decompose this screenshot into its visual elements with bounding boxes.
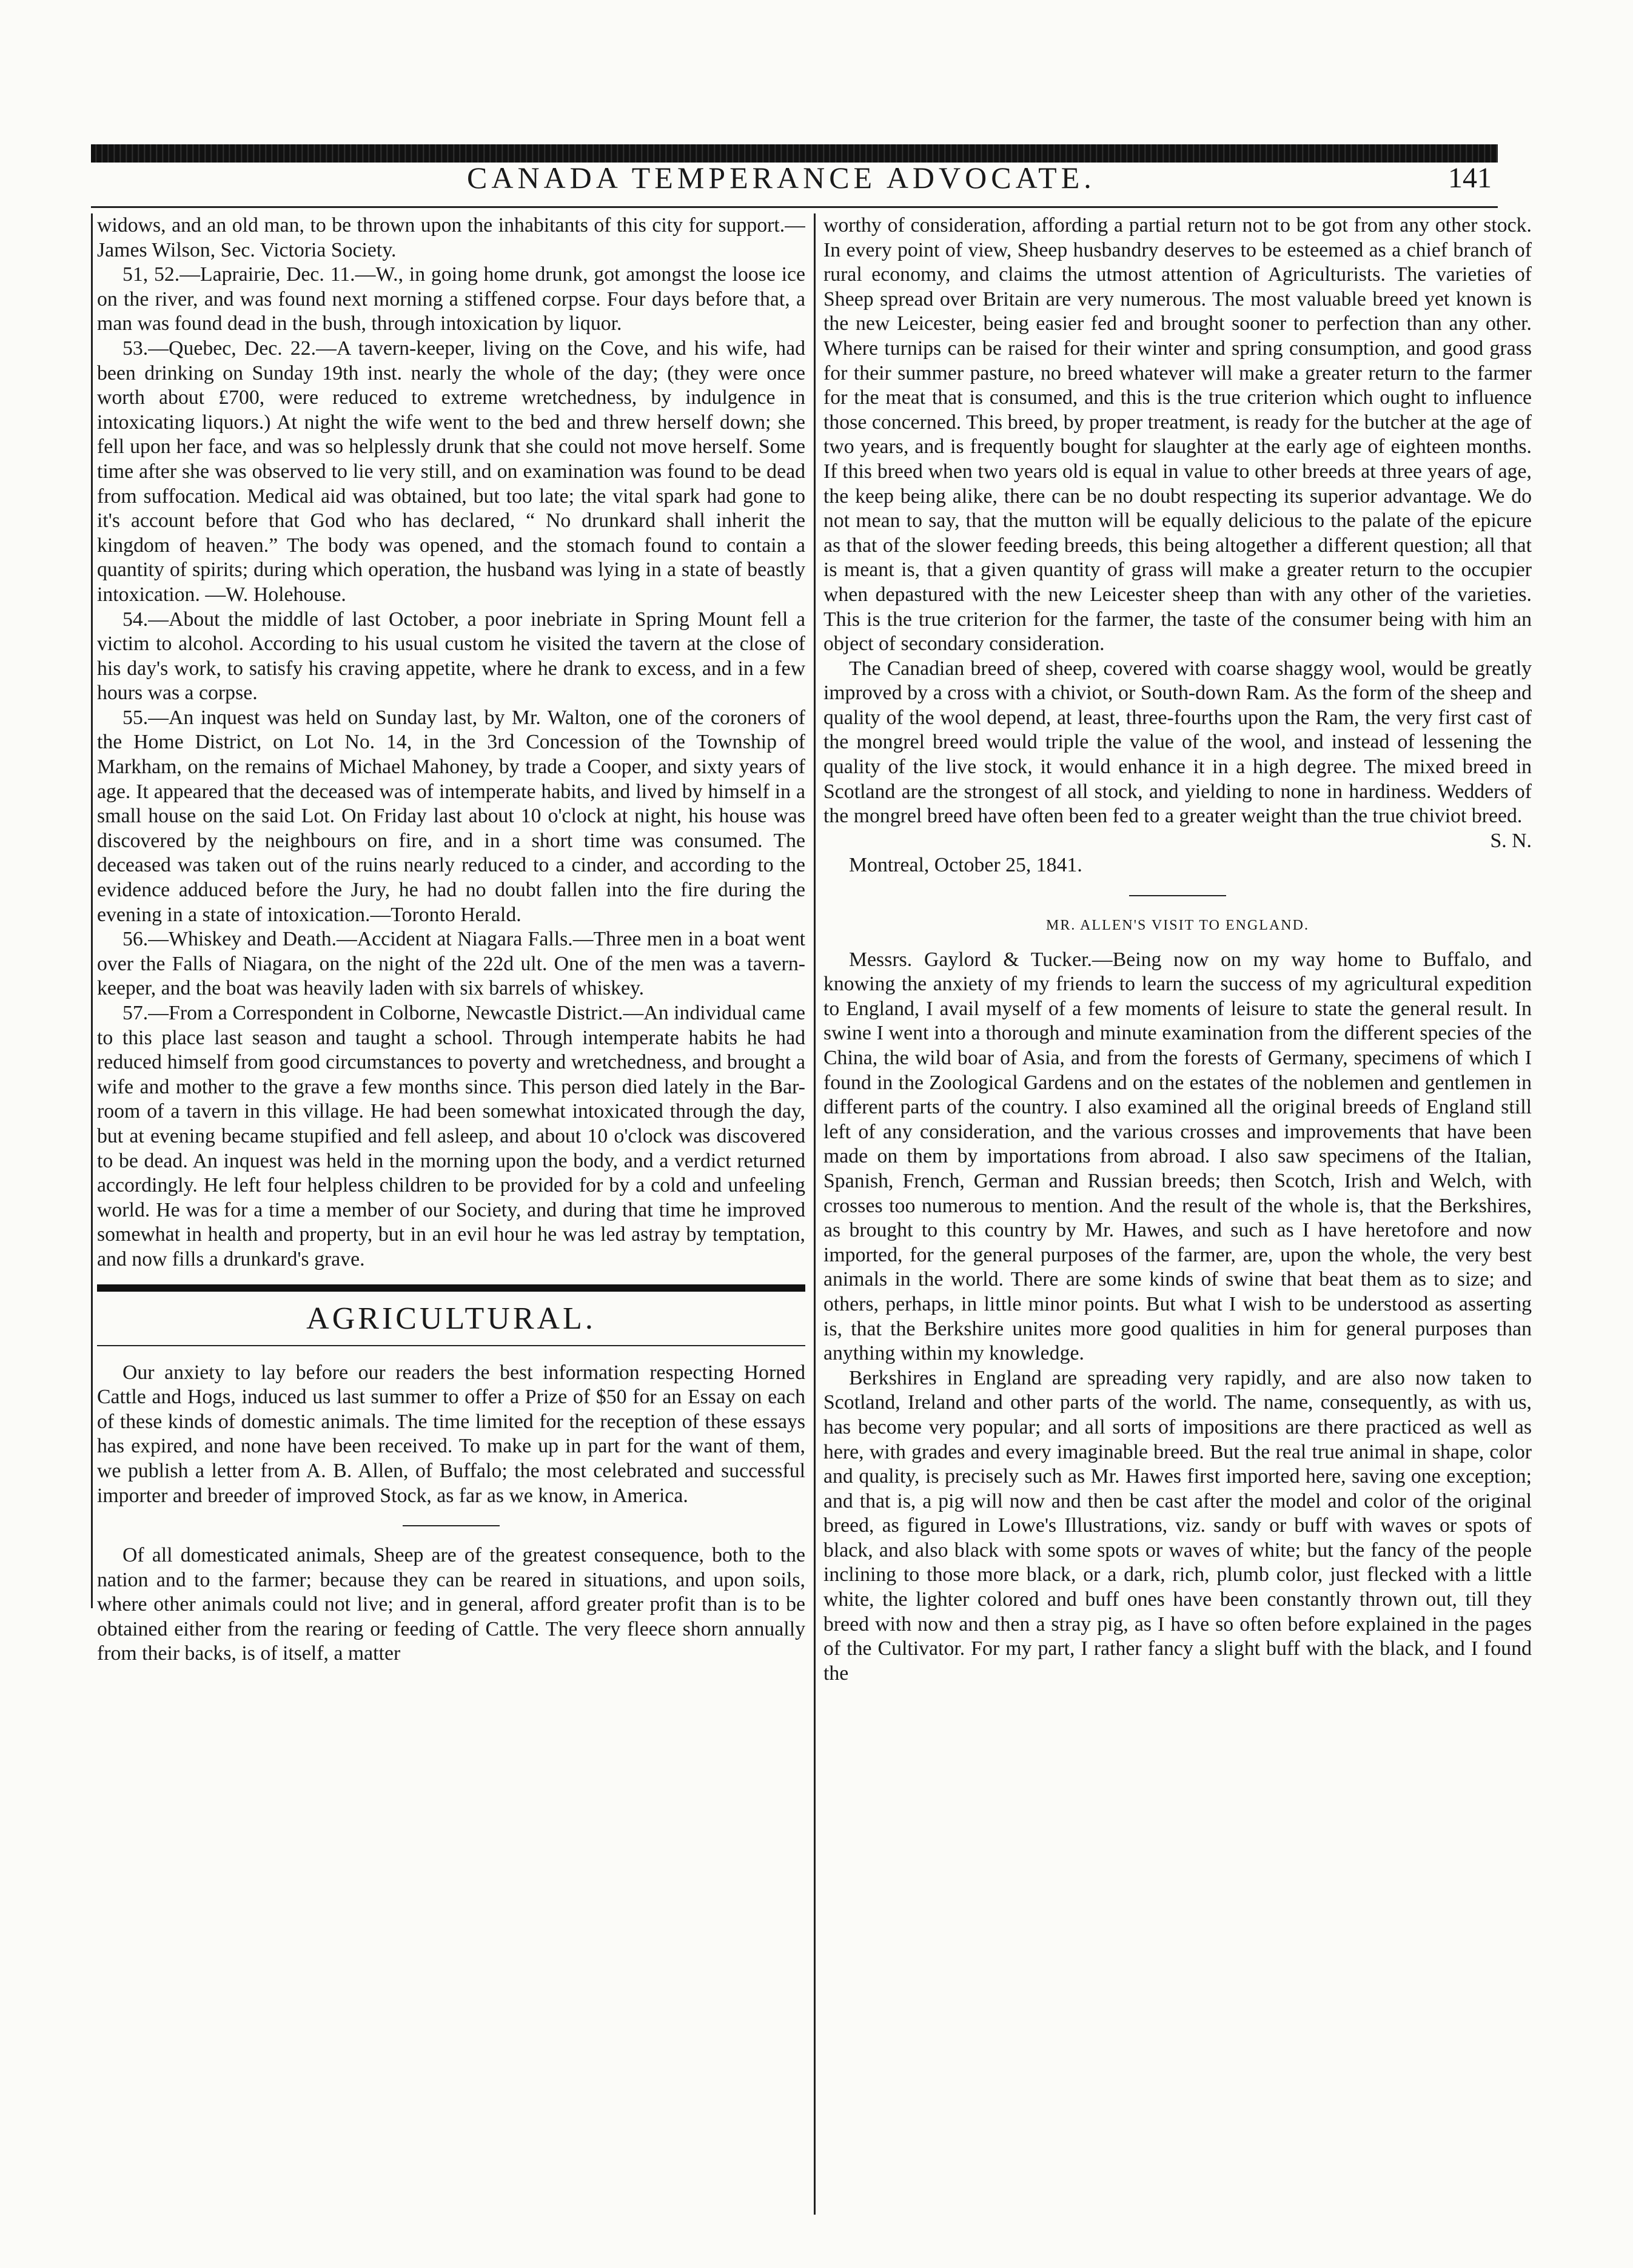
paragraph-sheep-intro: Of all domesticated animals, Sheep are of the greatest consequence, both to the nation and to the farmer; because they can be reared in situations, and upon soils, where other animals could not live; and in general, afford greater profit than is to be obtained either from the rearing or feeding of Cattle. The very fleece shorn annually from their backs, is of itself, a matter bbox=[97, 1544, 805, 1665]
paragraph-niagara-falls: 56.—Whiskey and Death.—Accident at Niagara Falls.—Three men in a boat went over the Falls of Niagara, on the night of the 22d ult. One of the men was a tavern-keeper, and the boat was heavily laden with six barrels of whiskey. bbox=[97, 928, 805, 1000]
signature-initials: S. N. bbox=[1490, 829, 1532, 852]
separator-rule bbox=[1129, 895, 1226, 896]
paragraph-victoria-society: widows, and an old man, to be thrown upon the inhabitants of this city for support.—James Wilson, Sec. Victoria Society. bbox=[97, 214, 805, 261]
paragraph-allen-letter: Messrs. Gaylord & Tucker.—Being now on my way home to Buffalo, and knowing the anxiety of my friends to learn the success of my agricultural expedition to England, I avail myself of a few moments of leisure to state the general result. In swine I went into a thorough and minute examination from the different species of the China, the wild boar of Asia, and from the forests of Germany, specimens of which I found in the Zoological Gardens and on the estates of the noblemen and gentlemen in different parts of the country. I also examined all the original breeds of England still left of any consideration, and the various crosses and improvements that have been made on them by importations from abroad. I also saw specimens of the Italian, Spanish, French, German and Russian breeds; then Scotch, Irish and Welch, with crosses too numerous to mention. And the result of the whole is, that the Berkshires, as brought to this country by Mr. Hawes, and such as I have heretofore and now imported, for the general purposes of the farmer, are, upon the whole, the very best animals in the world. There are some kinds of swine that beat them as to size; and others, perhaps, in little minor points. But what I wish to be understood as asserting is, that the Berkshire unites more good qualities in him for general purposes than anything within my knowledge. bbox=[823, 948, 1532, 1365]
section-thin-rule bbox=[97, 1345, 805, 1346]
running-header bbox=[91, 159, 1498, 207]
paragraph-laprairie: 51, 52.—Laprairie, Dec. 11.—W., in going home drunk, got amongst the loose ice on the river, and was found next morning a stiffened corpse. Four days before that, a man was found dead in the bush, through intoxication by liquor. bbox=[97, 263, 805, 335]
left-column bbox=[97, 213, 805, 2215]
header-rule bbox=[91, 206, 1498, 208]
column-divider bbox=[814, 213, 816, 2215]
masthead-title: CANADA TEMPERANCE ADVOCATE. bbox=[467, 161, 1096, 195]
page-number: 141 bbox=[1448, 162, 1492, 194]
paragraph-colborne: 57.—From a Correspondent in Colborne, Newcastle District.—An individual came to this place last season and taught a school. Through intemperate habits he had reduced himself from good circumstances to poverty and wretchedness, and brought a wife and mother to the grave a few months since. This person died lately in the Bar-room of a tavern in this village. He had been somewhat intoxicated through the day, but at evening became stupified and fell asleep, and about 10 o'clock was discovered to be dead. An inquest was held in the morning upon the body, and a verdict returned accordingly. He left four helpless children to be provided for by a cold and unfeeling world. He was for a time a member of our Society, and during that time he improved somewhat in health and property, but in an evil hour he was led astray by temptation, and now fills a drunkard's grave. bbox=[97, 1002, 805, 1270]
section-heading-agricultural: AGRICULTURAL. bbox=[306, 1301, 596, 1336]
section-rule bbox=[97, 1284, 805, 1292]
paragraph-markham-inquest: 55.—An inquest was held on Sunday last, by Mr. Walton, one of the coroners of the Home District, on Lot No. 14, in the 3rd Concession of the Township of Markham, on the remains of Michael Mahoney, by trade a Cooper, and sixty years of age. It appeared that the deceased was of intemperate habits, and lived by himself in a small house on the said Lot. On Friday last about 10 o'clock at night, his house was discovered by the neighbours on fire, and in a short time was consumed. The deceased was taken out of the ruins nearly reduced to a cinder, and according to the evidence adduced before the Jury, he had no doubt fallen into the fire during the evening in a state of intoxication.—Toronto Herald. bbox=[97, 706, 805, 926]
paragraph-quebec: 53.—Quebec, Dec. 22.—A tavern-keeper, living on the Cove, and his wife, had been drinking on Sunday 19th inst. nearly the whole of the day; (they were once worth about £700, were reduced to extreme wretchedness, by indulgence in intoxicating liquors.) At night the wife went to the bed and threw herself down; she fell upon her face, and was so helplessly drunk that she could not move herself. Some time after she was observed to lie very still, and on examination was found to be dead from suffocation. Medical aid was obtained, but too late; the vital spark had gone to it's account before that God who has declared, “ No drunkard shall inherit the kingdom of heaven.” The body was opened, and the stomach found to contain a quantity of spirits; during which operation, the husband was lying in a state of beastly intoxication. —W. Holehouse. bbox=[97, 337, 805, 606]
paragraph-canadian-sheep: The Canadian breed of sheep, covered with coarse shaggy wool, would be greatly improved by a cross with a chiviot, or South-down Ram. As the form of the sheep and quality of the wool depend, at least, three-fourths upon the Ram, the very first cast of the mongrel breed would triple the value of the wool, and instead of lessening the quality of the live stock, it would enhance it in a high degree. The mixed breed in Scotland are the strongest of all stock, and yielding to none in hardiness. Wedders of the mongrel breed have often been fed to a greater weight than the true chiviot breed. bbox=[823, 657, 1532, 828]
article-heading-allen-visit: MR. ALLEN'S VISIT TO ENGLAND. bbox=[1046, 918, 1309, 934]
separator-rule bbox=[403, 1525, 500, 1526]
paragraph-editorial-prize: Our anxiety to lay before our readers the best information respecting Horned Cattle and Hogs, induced us last summer to offer a Prize of $50 for an Essay on each of these kinds of domestic animals. The time limited for the reception of these essays has expired, and none have been received. To make up in part for the want of them, we publish a letter from A. B. Allen, of Buffalo; the most celebrated and successful importer and breeder of improved Stock, as far as we know, in America. bbox=[97, 1361, 805, 1507]
left-margin-rule bbox=[91, 213, 93, 1608]
dateline: Montreal, October 25, 1841. bbox=[849, 854, 1082, 877]
paragraph-sheep-continued: worthy of consideration, affording a partial return not to be got from any other stock. In every point of view, Sheep husbandry deserves to be esteemed as a chief branch of rural economy, and claims the utmost attention of Agriculturists. The varieties of Sheep spread over Britain are very numerous. The most valuable breed yet known is the new Leicester, being easier fed and brought sooner to perfection than any other. Where turnips can be raised for their winter and spring consumption, and good grass for their summer pasture, no breed whatever will make a greater return to the farmer for the meat that is consumed, and this is the true criterion which ought to influence those concerned. This breed, by proper treatment, is ready for the butcher at the age of two years, and is frequently bought for slaughter at the early age of eighteen months. If this breed when two years old is equal in value to other breeds at three years of age, the keep being alike, there can be no doubt respecting its superior advantage. We do not mean to say, that the mutton will be equally delicious to the palate of the epicure as that of the slower feeding breeds, this being altogether a different question; all that is meant is, that a given quantity of grass will make a greater return to the occupier when depastured with the new Leicester sheep than with any other of the varieties. This is the true criterion for the farmer, the taste of the consumer being with him an object of secondary consideration. bbox=[823, 214, 1532, 656]
right-column bbox=[823, 213, 1532, 2215]
paragraph-berkshires: Berkshires in England are spreading very rapidly, and are also now taken to Scotland, Ireland and other parts of the world. The name, consequently, as with us, has become very popular; and all sorts of impositions are there practiced as well as here, with grades and every imaginable breed. But the real true animal in shape, color and quality, is precisely such as Mr. Hawes first imported here, saving one exception; and that is, a pig will now and then be cast after the model and color of the original breed, as figured in Lowe's Illustrations, viz. sandy or buff with waves or spots of black, and also black with some spots or waves of white; but the fancy of the people inclining to those more black, or a dark, rich, plumb color, just flecked with a little white, the lighter colored and buff ones have been constantly thrown out, till they breed with now and then a stray pig, as I have so often before explained in the pages of the Cultivator. For my part, I rather fancy a slight buff with the black, and I found the bbox=[823, 1366, 1532, 1685]
paragraph-spring-mount: 54.—About the middle of last October, a poor inebriate in Spring Mount fell a victim to alcohol. According to his usual custom he visited the tavern at the close of his day's work, to satisfy his craving appetite, where he drank to excess, and in a few hours was a corpse. bbox=[97, 608, 805, 705]
